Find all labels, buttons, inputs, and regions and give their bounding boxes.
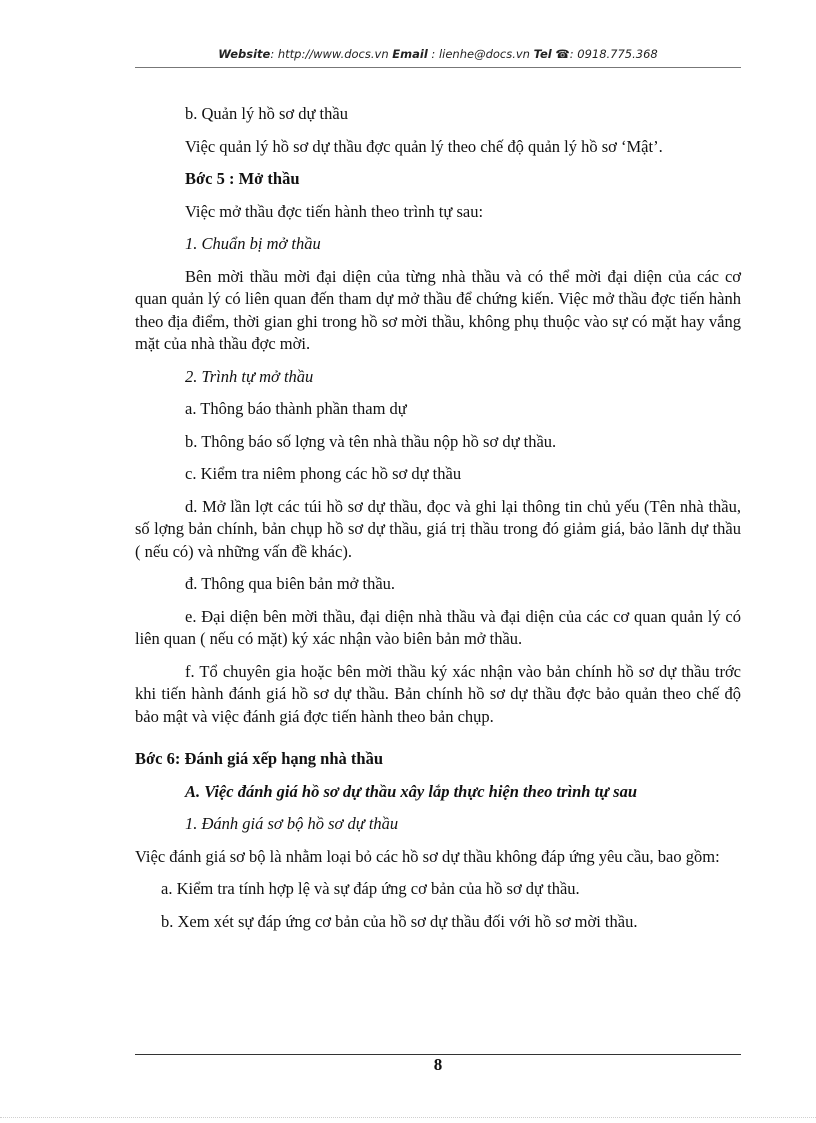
subheading: 2. Trình tự mở thầu [185, 366, 314, 386]
subsection-heading-a: A. Việc đánh giá hồ sơ dự thầu xây lắp thực hiện theo trình tự sau [185, 781, 638, 801]
subheading: 1. Đánh giá sơ bộ hồ sơ dự thầu [185, 814, 399, 833]
list-item: f. Tổ chuyên gia hoặc bên mời thầu ký xác nhận vào bản chính hồ sơ dự thầu trớc khi tiến hành đánh giá hồ sơ dự thầu. Bản chính hồ sơ dự thầu đợc bảo quản theo chế độ bảo mật và việc đánh giá đợc tiến hành theo bản chụp. [135, 661, 741, 726]
list-item: a. Kiểm tra tính hợp lệ và sự đáp ứng cơ bản của hồ sơ dự thầu. [161, 879, 580, 898]
page-number: 8 [433, 1055, 443, 1074]
list-item: b. Xem xét sự đáp ứng cơ bản của hồ sơ dự thầu đối với hồ sơ mời thầu. [161, 911, 638, 931]
header-divider [135, 67, 741, 68]
list-item: c. Kiểm tra niêm phong các hồ sơ dự thầu [185, 464, 462, 483]
website-url: : http://www.docs.vn [270, 47, 393, 61]
paragraph: Việc mở thầu đợc tiến hành theo trình tự sau: [185, 201, 484, 221]
paragraph: Việc quản lý hồ sơ dự thầu đợc quản lý theo chế độ quản lý hồ sơ ‘Mật’. [185, 136, 663, 156]
email-address: : lienhe@docs.vn [427, 47, 534, 61]
page-header [135, 47, 741, 61]
tel-label: Tel [533, 47, 552, 61]
list-item: b. Thông báo số lợng và tên nhà thầu nộp hồ sơ dự thầu. [185, 431, 557, 451]
list-item: a. Thông báo thành phần tham dự [185, 399, 407, 418]
paragraph: b. Quản lý hồ sơ dự thầu [185, 104, 348, 123]
phone-number: : 0918.775.368 [569, 47, 658, 61]
list-item: d. Mở lần lợt các túi hồ sơ dự thầu, đọc và ghi lại thông tin chủ yếu (Tên nhà thầu, số lợng bản chính, bản chụp hồ sơ dự thầu, giá trị thầu trong đó giảm giá, bảo lãnh dự thầu ( nếu có) và những vấn đề khác). [135, 496, 741, 561]
subheading: 1. Chuẩn bị mở thầu [185, 234, 321, 253]
website-label: Website [218, 47, 271, 61]
paragraph: Bên mời thầu mời đại diện của từng nhà thầu và có thể mời đại diện của các cơ quan quản lý có liên quan đến tham dự mở thầu để chứng kiến. Việc mở thầu đợc tiến hành theo địa điểm, thời gian ghi trong hồ sơ mời thầu, không phụ thuộc vào sự có mặt hay vắng mặt của nhà thầu đợc mời. [135, 266, 741, 353]
email-label: Email [392, 47, 428, 61]
list-item: đ. Thông qua biên bản mở thầu. [185, 574, 396, 593]
list-item: e. Đại diện bên mời thầu, đại diện nhà thầu và đại diện của các cơ quan quản lý có liên quan ( nếu có mặt) ký xác nhận vào biên bản mở thầu. [135, 606, 741, 648]
paragraph: Việc đánh giá sơ bộ là nhằm loại bỏ các hồ sơ dự thầu không đáp ứng yêu cầu, bao gồm: [135, 846, 720, 866]
section-heading-step6: Bớc 6: Đánh giá xếp hạng nhà thầu [135, 749, 383, 768]
phone-icon: ☎ [555, 47, 570, 61]
section-heading-step5: Bớc 5 : Mở thầu [185, 169, 300, 188]
document-body [135, 103, 741, 933]
page-edge-dotted-line [0, 1117, 816, 1118]
